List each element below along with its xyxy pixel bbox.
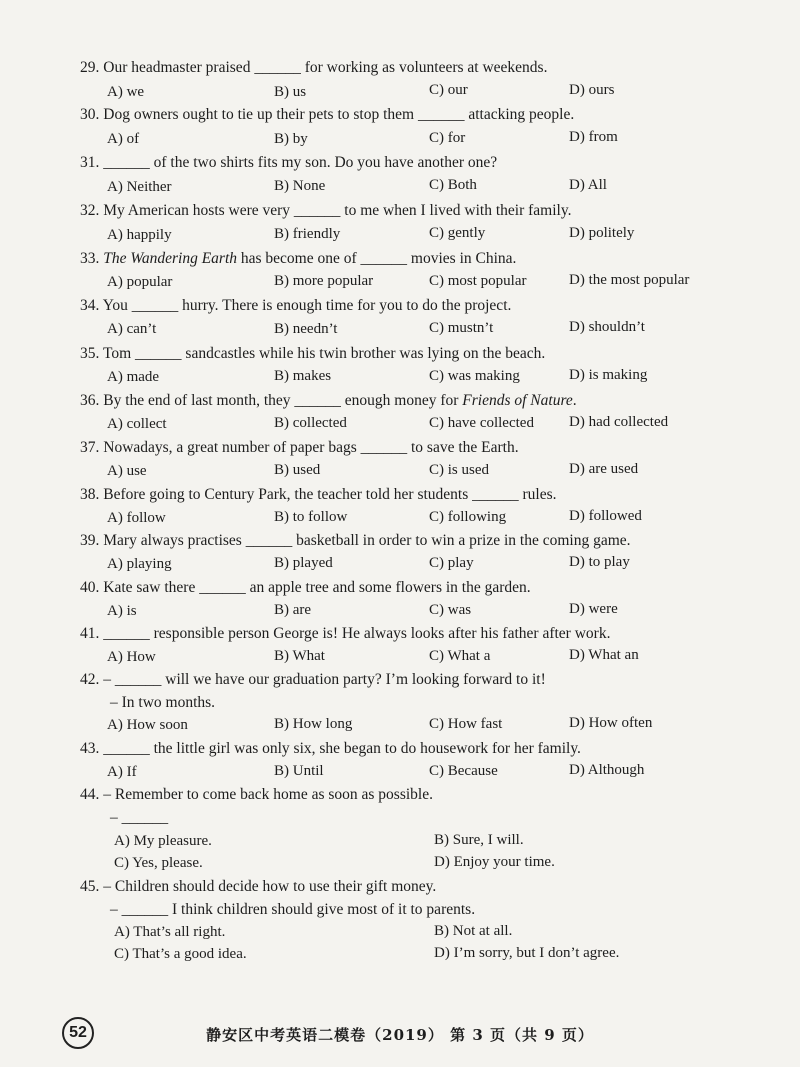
question-number: 43. <box>80 740 100 757</box>
movie-title: The Wandering Earth <box>103 250 238 267</box>
option: C) have collected <box>429 415 534 431</box>
question-36: 36. By the end of last month, they ______ enough money for Friends of Nature. <box>80 392 577 409</box>
option: D) are used <box>569 461 639 477</box>
option: C) play <box>429 555 474 571</box>
option: A) we <box>107 84 145 100</box>
option: D) Enjoy your time. <box>434 854 555 870</box>
question-number: 40. <box>80 579 100 596</box>
option: C) Because <box>429 763 498 779</box>
option: B) Not at all. <box>434 923 513 939</box>
option: A) Neither <box>107 179 172 195</box>
option: D) All <box>569 177 607 193</box>
option: B) needn’t <box>274 321 338 337</box>
option: C) for <box>429 130 466 146</box>
question-stem: ______ of the two shirts fits my son. Do you have another one? <box>103 154 498 171</box>
question-33 <box>80 251 516 267</box>
question-stem: Tom ______ sandcastles while his twin brother was lying on the beach. <box>102 345 546 362</box>
question-37 <box>80 440 519 456</box>
option: A) playing <box>107 556 172 572</box>
question-number: 41. <box>80 625 100 642</box>
question-stem: Kate saw there ______ an apple tree and some flowers in the garden. <box>103 579 531 596</box>
option: D) to play <box>569 554 630 570</box>
question-number: 42. <box>80 671 100 688</box>
option: A) If <box>107 764 137 780</box>
option: C) was making <box>429 368 520 384</box>
question-number: 45. <box>80 878 100 895</box>
option: D) were <box>569 601 618 617</box>
question-stem: Before going to Century Park, the teacher told her students ______ rules. <box>103 486 557 503</box>
question-35 <box>80 346 545 362</box>
dialogue-reply: – ______ I think children should give most of it to parents. <box>110 901 476 918</box>
question-stem: My American hosts were very ______ to me when I lived with their family. <box>103 202 572 219</box>
page-footer: 静安区中考英语二模卷（2019） 第 3 页（共 9 页） <box>206 1026 594 1044</box>
option: A) popular <box>107 274 173 290</box>
option: C) following <box>429 509 507 525</box>
question-32 <box>80 203 571 219</box>
option: A) is <box>107 603 137 619</box>
option: C) Both <box>429 177 477 193</box>
book-title: Friends of Nature <box>462 392 573 409</box>
question-39 <box>80 533 631 549</box>
question-number: 36. <box>80 392 100 409</box>
question-number: 29. <box>80 59 100 76</box>
question-number: 31. <box>80 154 100 171</box>
dialogue-reply: – In two months. <box>110 694 216 711</box>
option: A) use <box>107 463 147 479</box>
option: D) What an <box>569 647 639 663</box>
option: D) ours <box>569 82 615 98</box>
option: D) How often <box>569 715 653 731</box>
option: B) How long <box>274 716 353 732</box>
question-stem: ______ the little girl was only six, she began to do housework for her family. <box>103 740 581 757</box>
question-number: 33. <box>80 250 100 267</box>
option: B) played <box>274 555 333 571</box>
option: D) had collected <box>569 414 669 430</box>
option: A) can’t <box>107 321 157 337</box>
option: A) follow <box>107 510 166 526</box>
option: C) our <box>429 82 468 98</box>
option: C) That’s a good idea. <box>114 946 247 962</box>
option: A) How soon <box>107 717 188 733</box>
option: A) made <box>107 369 160 385</box>
option: C) gently <box>429 225 486 241</box>
option: B) None <box>274 178 326 194</box>
question-42 <box>80 672 546 688</box>
question-number: 39. <box>80 532 100 549</box>
option: A) collect <box>107 416 167 432</box>
option: D) I’m sorry, but I don’t agree. <box>434 945 620 961</box>
question-stem: – Children should decide how to use their gift money. <box>103 878 437 895</box>
option: D) shouldn’t <box>569 319 645 335</box>
question-stem: You ______ hurry. There is enough time for you to do the project. <box>102 297 512 314</box>
option: B) to follow <box>274 509 348 525</box>
option: A) My pleasure. <box>114 833 212 849</box>
option: C) most popular <box>429 273 527 289</box>
option: C) Yes, please. <box>114 855 203 871</box>
option: B) us <box>274 84 307 100</box>
option: C) was <box>429 602 472 618</box>
option: D) is making <box>569 367 648 383</box>
option: B) Sure, I will. <box>434 832 524 848</box>
option: B) makes <box>274 368 332 384</box>
option: C) How fast <box>429 716 503 732</box>
option: B) What <box>274 648 325 664</box>
question-30 <box>80 107 574 123</box>
option: B) by <box>274 131 308 147</box>
question-stem: – Remember to come back home as soon as possible. <box>103 786 433 803</box>
option: D) from <box>569 129 618 145</box>
option: B) collected <box>274 415 347 431</box>
option: D) politely <box>569 225 635 241</box>
question-29 <box>80 60 547 76</box>
option: A) of <box>107 131 140 147</box>
question-45 <box>80 879 436 895</box>
option: B) are <box>274 602 312 618</box>
option: D) Although <box>569 762 645 778</box>
option: B) used <box>274 462 321 478</box>
question-stem: – ______ will we have our graduation party? I’m looking forward to it! <box>103 671 546 688</box>
question-41 <box>80 626 610 642</box>
question-44 <box>80 787 433 803</box>
question-stem: Mary always practises ______ basketball in order to win a prize in the coming game. <box>103 532 631 549</box>
question-number: 44. <box>80 786 100 803</box>
option: D) the most popular <box>569 272 690 288</box>
question-stem: By the end of last month, they ______ enough money for <box>103 392 463 409</box>
dialogue-reply: – ______ <box>110 809 169 826</box>
option: A) That’s all right. <box>114 924 226 940</box>
option: B) friendly <box>274 226 341 242</box>
option: A) happily <box>107 227 172 243</box>
question-number: 30. <box>80 106 100 123</box>
option: B) more popular <box>274 273 374 289</box>
option: C) What a <box>429 648 491 664</box>
option: B) Until <box>274 763 324 779</box>
question-stem: Our headmaster praised ______ for working as volunteers at weekends. <box>103 59 548 76</box>
page-number-badge: 52 <box>62 1017 94 1049</box>
question-number: 37. <box>80 439 100 456</box>
question-31 <box>80 155 497 171</box>
option: A) How <box>107 649 156 665</box>
question-number: 38. <box>80 486 100 503</box>
question-40 <box>80 580 531 596</box>
option: C) mustn’t <box>429 320 494 336</box>
question-43 <box>80 741 581 757</box>
option: D) followed <box>569 508 642 524</box>
question-number: 34. <box>80 297 100 314</box>
question-number: 32. <box>80 202 100 219</box>
question-38 <box>80 487 557 503</box>
question-34 <box>80 298 511 314</box>
question-stem: Nowadays, a great number of paper bags ______ to save the Earth. <box>103 439 519 456</box>
question-stem: ______ responsible person George is! He always looks after his father after work. <box>103 625 611 642</box>
option: C) is used <box>429 462 489 478</box>
question-stem: Dog owners ought to tie up their pets to stop them ______ attacking people. <box>103 106 575 123</box>
question-number: 35. <box>80 345 100 362</box>
question-stem: has become one of ______ movies in China. <box>237 250 517 267</box>
